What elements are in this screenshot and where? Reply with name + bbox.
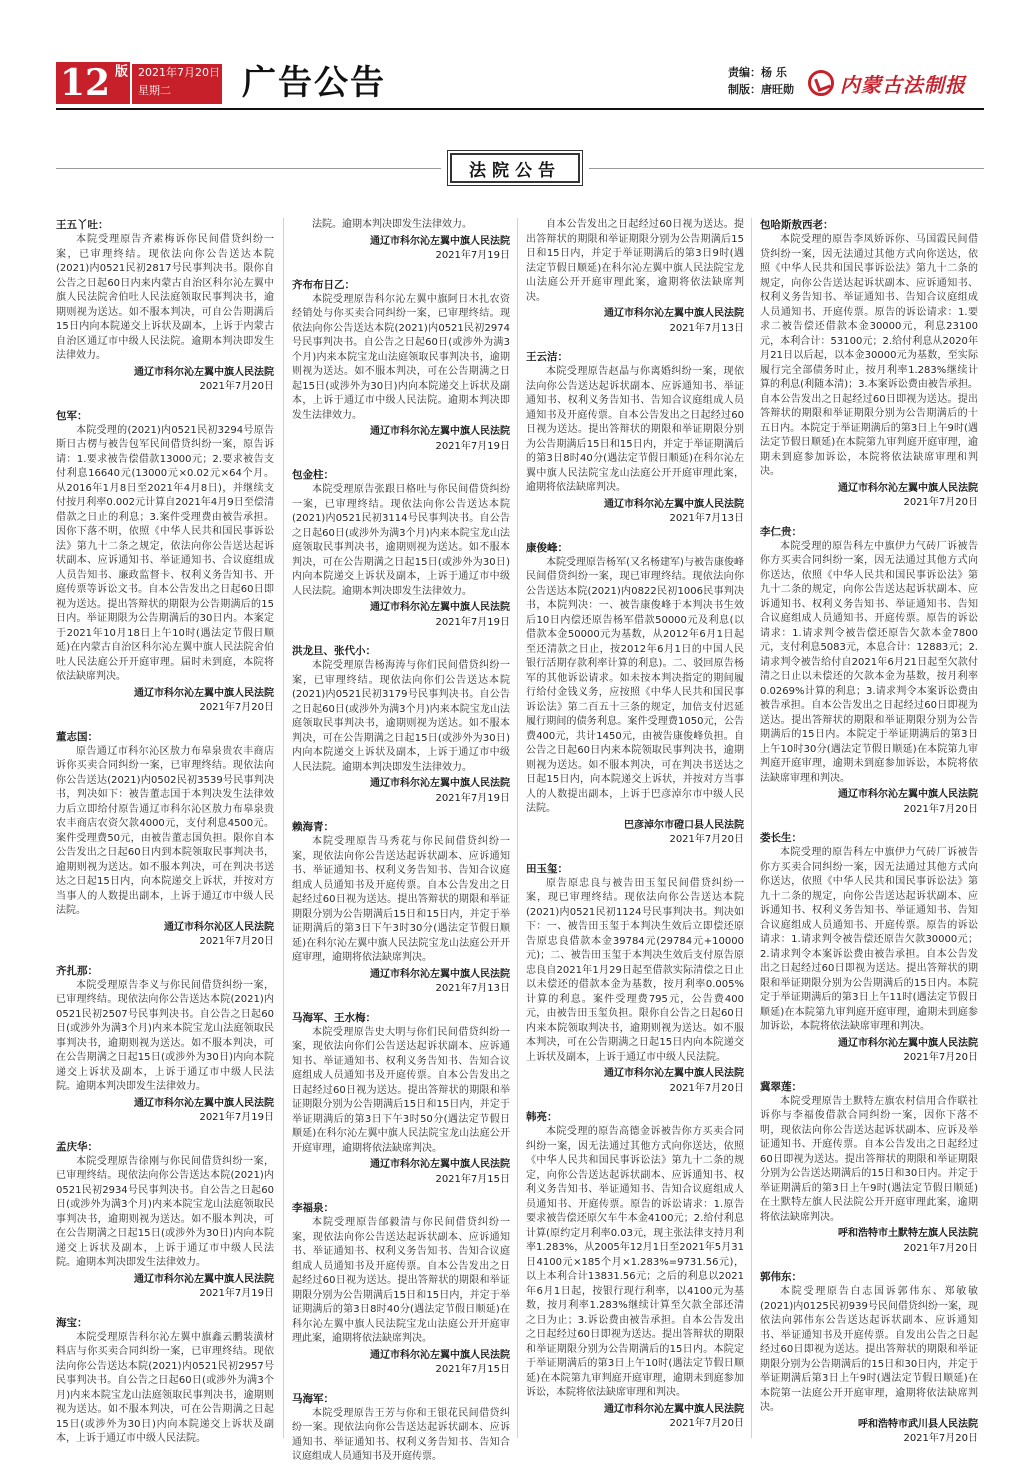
notice-date: 2021年7月20日 <box>199 702 274 713</box>
notice-date: 2021年7月20日 <box>903 803 978 815</box>
notice-body: 本院受理原告土默特左旗农村信用合作联社诉你与李福俊借款合同纠纷一案，因你下落不明，现依法向你公告送达起诉状副本、应诉及举证通知书、开庭传票。自本公告发出之日起经过60日即视为送达。提出答辩状的期限和举证期限分别为公告送达期满后的15日和30日内。并定于举证期满后的第3日上午9时(遇法定节假日顺延)在土默特左旗人民法院公开开庭审理此案，逾期将依法缺席判决。 <box>760 1095 978 1223</box>
notice-date: 2021年7月20日 <box>669 1082 744 1094</box>
notice-addressee: 包军： <box>56 409 88 422</box>
notice-body: 本院受理原告徐刚与你民间借贷纠纷一案，已审理终结。现依法向你公告送达本院(2021)内0521民初2934号民事判决书。自公告之日起60日(或涉外为满3个月)内来本院宝龙山法庭领取民事判决书，逾期则视为送达。如不服本判决，可在公告期满之日起15日(或涉外为30日)内向本院递交上诉状及副本，上诉于通辽市中级人民法院。逾期本判决即发生法律效力。 <box>56 1155 274 1268</box>
notice-body: 本院受理原告王芳与你和王银花民间借贷纠纷一案。现依法向你公告送达起诉状副本、应诉通知书、举证通知书、权利义务告知书、告知合议庭组成人员通知书及开庭传票。 <box>292 1407 510 1462</box>
notice-court: 通辽市科尔沁左翼中旗人民法院 <box>370 968 510 980</box>
notice-date: 2021年7月20日 <box>903 1242 978 1254</box>
notice-court: 通辽市科尔沁左翼中旗人民法院 <box>370 778 510 789</box>
notice-addressee: 王五丫吐： <box>56 219 109 231</box>
notice-court: 巴彦淖尔市磴口县人民法院 <box>624 819 744 831</box>
notice-date: 2021年7月13日 <box>435 983 510 994</box>
notice-date: 2021年7月20日 <box>669 834 744 845</box>
notice-date: 2021年7月15日 <box>435 1364 510 1375</box>
notice-body: 本院受理原告李义与你民间借贷纠纷一案，已审理终结。现依法向你公告送达本院(2021)内0521民初2507号民事判决书。自公告之日起60日(或涉外为满3个月)内来本院宝龙山法庭领取民事判决书，逾期则视为送达。如不服本判决，可在公告期满之日起15日(或涉外为30日)内向本院递交上诉状及副本，上诉于通辽市中级人民法院。逾期本判决即发生法律效力。 <box>56 979 274 1092</box>
notice-body: 本院受理原告杨海涛与你们民间借贷纠纷一案，已审理终结。现依法向你们公告送达本院(2021)内0521民初3179号民事判决书。自公告之日起60日(或涉外为满3个月)内来本院宝龙山法庭领取民事判决书，逾期则视为送达。如不服本判决，可在公告期满之日起15日(或涉外为30日)内向本院递交上诉状及副本，上诉于通辽市中级人民法院。逾期本判决即发生法律效力。 <box>292 660 510 773</box>
notice-body: 本院受理原告赵晶与你离婚纠纷一案，现依法向你公告送达起诉状副本、应诉通知书、举证通知书、权利义务告知书、告知合议庭组成人员通知书及开庭传票。自本公告发出之日起经过60日视为送达。提出答辩状的期限和举证期限分别为公告期满后15日和15日内，并定于举证期满后的第3日8时40分(遇法定节假日顺延)在科尔沁左翼中旗人民法院宝龙山法庭公开开庭审理此案，逾期将依法缺席判决。 <box>526 366 744 493</box>
notice-addressee: 齐扎那： <box>56 964 98 977</box>
notice-addressee: 李福泉： <box>292 1202 334 1214</box>
notice-addressee: 冀翠莲： <box>760 1080 802 1093</box>
court-notice <box>760 1080 978 1257</box>
notice-date: 2021年7月13日 <box>669 513 744 524</box>
court-notice <box>56 218 274 395</box>
court-notice <box>526 862 744 1097</box>
court-notice <box>292 644 510 806</box>
column-1 <box>56 218 274 1444</box>
notice-addressee: 田玉玺： <box>526 862 568 875</box>
notice-addressee: 赖海青： <box>292 821 334 833</box>
notice-body: 本院受理的原告李凤娇诉你、马国霞民间借贷纠纷一案，因无法通过其他方式向你送达，依照《中华人民共和国民事诉讼法》第九十二条的规定，向你公告送达起诉状副本、应诉通知书、权利义务告知书、举证通知书、告知合议庭组成人员通知书、开庭传票。原告的诉讼请求：1.要求二被告偿还借款本金30000元，利息23100元，本利合计：53100元；2.给付利息从2020年月21日以后起，以本金30000元为基数，至实际履行完全部债务时止，按月利率1.283%继续计算的利息(利随本清)；3.本案诉讼费由被告承担。自本公告发出之日起经过60日即视为送达。提出答辩状的期限和举证期限分别为公告期满后的十五日内。本院定于举证期满后的第3日上午9时(遇法定节假日顺延)在本院第九审判庭开庭审理，逾期未到庭参加诉讼，本院将依法缺席审理和判决。 <box>760 234 978 477</box>
court-notice <box>526 541 744 848</box>
notice-date: 2021年7月19日 <box>435 440 510 452</box>
column-4 <box>760 218 978 1444</box>
notice-addressee: 包金柱： <box>292 469 334 481</box>
masthead <box>56 60 984 106</box>
header-rule <box>56 108 984 110</box>
notice-court: 通辽市科尔沁左翼中旗人民法院 <box>604 498 744 510</box>
section-title: 广告公告 <box>242 63 386 103</box>
notice-date: 2021年7月19日 <box>199 1288 274 1299</box>
notice-body: 原告原忠良与被告田玉玺民间借贷纠纷一案，现已审理终结。现依法向你公告送达本院(2021)内0521民初1124号民事判决书。判决如下：一、被告田玉玺于本判决生效后立即偿还原告原忠良借款本金39784元(29784元+10000元)；二、被告田玉玺于本判决生效后支付原告原忠良自2021年1月29日起至借款实际清偿之日止以未偿还的借款本金为基数，按月利率0.005%计算的利息。案件受理费795元，公告费400元，由被告田玉玺负担。限你自公告之日起60日内来本院领取判决书，逾期则视为送达。如不服本判决，可在公告期满之日起15日内向本院递交上诉状及副本，上诉于通辽市中级人民法院。 <box>526 877 744 1063</box>
notice-court: 通辽市科尔沁左翼中旗人民法院 <box>838 789 978 800</box>
court-notice <box>292 278 510 455</box>
newspaper-logo <box>808 60 966 106</box>
notice-court: 通辽市科尔沁左翼中旗人民法院 <box>134 366 274 378</box>
notice-date: 2021年7月19日 <box>435 616 510 628</box>
notice-body: 本院受理的原告高德金诉被告你方买卖合同纠纷一案，因无法通过其他方式向你送达，依照《中华人民共和国民事诉讼法》第九十二条的规定，向你公告送达起诉状副本、应诉通知书、权利义务告知书、举证通知书、告知合议庭组成人员通知书、开庭传票。原告的诉讼请求：1.原告要求被告偿还原欠车牛本金4100元；2.给付利息计算(原约定月利率0.03元，现主张法律支持月利率1.283%，从2005年12月1日至2021年5月31日4100元×185个月×1.283%=9731.56元)，以上本利合计13831.56元；之后的利息以2021年6月1日起，按银行现行利率，以4100元为基数，按月利率1.283%继续计算至欠款全部还清之日为止；3.诉讼费由被告承担。自本公告发出之日起经过60日即视为送达。提出答辩状的期限和举证期限分别为公告期满后的15日内。本院定于举证期满后的第3日上午10时(遇法定节假日顺延)在本院第九审判庭开庭审理，逾期未到庭参加诉讼，本院将依法缺席审理和判决。 <box>526 1126 744 1398</box>
column-3 <box>526 218 744 1438</box>
court-notice <box>760 1270 978 1447</box>
notice-court: 通辽市科尔沁左翼中旗人民法院 <box>370 602 510 613</box>
notice-date: 2021年7月19日 <box>435 792 510 804</box>
notice-court: 通辽市科尔沁左翼中旗人民法院 <box>604 1403 744 1415</box>
court-notice <box>292 218 510 264</box>
notice-date: 2021年7月20日 <box>903 1433 978 1444</box>
notice-addressee: 海宝： <box>56 1316 88 1329</box>
court-notice <box>56 409 274 716</box>
court-notice <box>760 831 978 1066</box>
notice-addressee: 王云洁： <box>526 351 568 363</box>
notice-body: 法院。逾期本判决即发生法律效力。 <box>312 219 472 230</box>
court-notice <box>292 1392 510 1465</box>
notice-court: 通辽市科尔沁区人民法院 <box>164 921 274 933</box>
notice-body: 原告通辽市科尔沁区敖力布皋泉贵农丰商店诉你买卖合同纠纷一案，已审理终结。现依法向你公告送达(2021)内0502民初3539号民事判决书，判决如下：被告董志国于本判决发生法律效力后立即给付原告通辽市科尔沁区敖力布皋泉贵农丰商店农资欠款4000元，支付利息4500元。案件受理费50元，由被告董志国负担。限你自本公告发出之日起60日内到本院领取民事判决书，逾期则视为送达。如不服本判决，可在判决书送达之日起15日内，向本院递交上诉状，并按对方当事人的人数提出副本，上诉于通辽市中级人民法院。 <box>56 745 274 916</box>
editor-name: 责编：杨 乐 <box>728 66 787 79</box>
newspaper-emblem-icon <box>808 70 834 96</box>
notice-addressee: 李仁贵： <box>760 525 802 538</box>
court-notice <box>56 964 274 1126</box>
notice-body: 本院受理原告科尔沁左翼中旗鑫云鹏装潢材料店与你买卖合同纠纷一案，已审理终结。现依法向你公告送达本院(2021)内0521民初2957号民事判决书。自公告之日起60日(或涉外为满3个月)内来本院宝龙山法庭领取民事判决书，逾期则视为送达。如不服本判决，可在公告期满之日起15日(或涉外为30日)内向本院递交上诉状及副本，上诉于通辽市中级人民法院。 <box>56 1331 274 1444</box>
notice-date: 2021年7月20日 <box>903 1052 978 1063</box>
notice-addressee: 韩亮： <box>526 1111 558 1123</box>
court-notice-banner <box>447 150 583 186</box>
notice-body: 本院受理的原告科左中旗伊力气砖厂诉被告你方买卖合同纠纷一案，因无法通过其他方式向你送达，依照《中华人民共和国民事诉讼法》第九十二条的规定，向你公告送达起诉状副本、应诉通知书、权利义务告知书、举证通知书、告知合议庭组成人员通知书、开庭传票。原告的诉讼请求：1.请求判令被告偿还原告欠款本金7800元，支付利息5083元，本息合计：12883元；2.请求判令被告给付自2021年6月21日起至欠款付清之日止以未偿还的欠款本金为基数，按月利率0.0269%计算的利息；3.请求判令本案诉讼费由被告承担。自本公告发出之日起经过60日即视为送达。提出答辩状的期限和举证期限分别为公告期满后的15日内。本院定于举证期满后的第3日上午10时30分(遇法定节假日顺延)在本院第九审判庭开庭审理，逾期未到庭参加诉讼，本院将依法缺席审理和判决。 <box>760 540 978 784</box>
notice-date: 2021年7月19日 <box>435 250 510 261</box>
notice-body: 本院受理原告科尔沁左翼中旗阿日木扎农资经销处与你买卖合同纠纷一案，已审理终结。现依法向你公告送达本院(2021)内0521民初2974号民事判决书。自公告之日起60日(或涉外为满3个月)内来本院宝龙山法庭领取民事判决书，逾期则视为送达。如不服本判决，可在公告期满之日起15日(或涉外为30日)内向本院递交上诉状及副本，上诉于通辽市中级人民法院。逾期本判决即发生法律效力。 <box>292 293 510 421</box>
column-divider <box>517 218 518 1438</box>
court-notice <box>292 1201 510 1378</box>
banner-title: 法院公告 <box>450 153 580 183</box>
notice-court: 通辽市科尔沁左翼中旗人民法院 <box>134 1097 274 1109</box>
column-divider <box>283 218 284 1438</box>
notice-addressee: 马海军、王水梅： <box>292 1011 376 1024</box>
court-notice <box>760 218 978 511</box>
notice-court: 通辽市科尔沁左翼中旗人民法院 <box>604 1068 744 1079</box>
banner-divider-right <box>589 168 984 169</box>
notice-court: 通辽市科尔沁左翼中旗人民法院 <box>370 235 510 247</box>
notice-addressee: 包哈斯敖西老： <box>760 219 834 231</box>
page-number-badge <box>56 62 130 104</box>
notice-addressee: 齐布布日乙： <box>292 278 355 291</box>
date-block <box>132 64 222 104</box>
column-divider <box>751 218 752 1438</box>
court-notice <box>292 468 510 630</box>
page-suffix: 版 <box>112 64 127 77</box>
court-notice <box>526 350 744 527</box>
notice-court: 通辽市科尔沁左翼中旗人民法院 <box>370 1349 510 1361</box>
notice-court: 通辽市科尔沁左翼中旗人民法院 <box>838 1037 978 1049</box>
court-notice <box>56 1140 274 1302</box>
court-notice <box>56 730 274 950</box>
column-2 <box>292 218 510 1462</box>
newspaper-name: 内蒙古法制报 <box>840 72 966 97</box>
notice-addressee: 康俊峰： <box>526 541 568 554</box>
notice-date: 2021年7月20日 <box>903 497 978 508</box>
page-number: 12 <box>60 62 111 104</box>
notice-addressee: 郭伟东： <box>760 1271 802 1283</box>
court-notice <box>760 525 978 818</box>
notice-addressee: 娄长生： <box>760 832 802 844</box>
notice-addressee: 洪龙旦、张代小： <box>292 645 376 657</box>
notice-court: 通辽市科尔沁左翼中旗人民法院 <box>370 426 510 437</box>
court-notice <box>56 1316 274 1447</box>
notice-court: 通辽市科尔沁左翼中旗人民法院 <box>604 308 744 319</box>
court-notice <box>526 1110 744 1432</box>
notice-date: 2021年7月20日 <box>669 1418 744 1429</box>
notice-body: 自本公告发出之日起经过60日视为送达。提出答辩状的期限和举证期限分别为公告期满后15日和15日内，并定于举证期满后的第3日9时(遇法定节假日顺延)在科尔沁左翼中旗人民法院宝龙山法庭公开开庭审理此案，逾期将依法缺席判决。 <box>526 219 744 303</box>
notice-date: 2021年7月15日 <box>435 1173 510 1185</box>
notice-columns <box>56 218 984 1462</box>
notice-body: 本院受理的(2021)内0521民初3294号原告斯日古楞与被告包军民间借贷纠纷一案，原告诉请：1.要求被告偿借款13000元；2.要求被告支付利息16640元(13000元×0.02元×64个月。从2016年1月8日至2021年4月8日)，并继续支付按月利率0.002元计算自2021年4月9日至偿清借款之日止的利息；3.案件受理费由被告承担。因你下落不明，依照《中华人民共和国民事诉讼法》第九十二条之规定，依法向你公告送达起诉状副本、应诉通知书、举证通知书、合议庭组成人员告知书、廉政监督卡、权利义务告知书、开庭传票等诉讼文书。自本公告发出之日起60日即视为送达。提出答辩状的期限为公告期满后的15日内。举证期限为公告期满后的30日内。本案定于2021年10月18日上午10时(遇法定节假日顺延)在内蒙古自治区科尔沁左翼中旗人民法院舍伯吐人民法庭公开开庭审理。届时未到庭，本院将依法缺席判决。 <box>56 424 274 682</box>
notice-body: 本院受理原告邰毅清与你民间借贷纠纷一案，现依法向你公告送达起诉状副本、应诉通知书、举证通知书、权利义务告知书、告知合议庭组成人员通知书及开庭传票。自本公告发出之日起经过60日视为送达。提出答辩状的期限和举证期限分别为公告期满后15日和15日内，并定于举证期满后的第3日8时40分(遇法定节假日顺延)在科尔沁左翼中旗人民法院宝龙山法庭公开开庭审理此案，逾期将依法缺席判决。 <box>292 1217 510 1344</box>
notice-body: 本院受理的原告科左中旗伊力气砖厂诉被告你方买卖合同纠纷一案，因无法通过其他方式向你送达，依照《中华人民共和国民事诉讼法》第九十二条的规定，向你公告送达起诉状副本、应诉通知书、权利义务告知书、举证通知书、告知合议庭组成人员通知书、开庭传票。原告的诉讼请求：1.请求判令被告偿还原告欠款30000元；2.请求判令本案诉讼费由被告承担。自本公告发出之日起经过60日即视为送达。提出答辩状的期限和举证期限分别为公告期满后的15日内。本院定于举证期满后的第3日上午11时(遇法定节假日顺延)在本院第九审判庭开庭审理，逾期未到庭参加诉讼，本院将依法缺席审理和判决。 <box>760 847 978 1032</box>
court-notice <box>292 1011 510 1188</box>
notice-court: 通辽市科尔沁左翼中旗人民法院 <box>838 482 978 494</box>
court-notice <box>292 820 510 997</box>
notice-addressee: 孟庆华： <box>56 1140 98 1153</box>
notice-addressee: 马海军： <box>292 1392 334 1405</box>
notice-court: 通辽市科尔沁左翼中旗人民法院 <box>370 1159 510 1170</box>
notice-body: 本院受理原告杨军(又名杨建军)与被告康俊峰民间借贷纠纷一案，现已审理终结。现依法向你公告送达本院(2021)内0822民初1006民事判决书，本院判决：一、被告康俊峰于本判决书生效后10日内偿还原告杨军借款50000元及利息(以借款本金50000元为基数，从2012年6月1日起至还清款之日止，按2012年6月1日的中国人民银行活期存款利率计算的利息)。二、驳回原告杨军的其他诉讼请求。如未按本判决指定的期间履行给付金钱义务，应按照《中华人民共和国民事诉讼法》第二百五十三条的规定，加倍支付迟延履行期间的债务利息。案件受理费1050元，公告费400元，共计1450元，由被告康俊峰负担。自公告之日起60日内来本院领取民事判决书，逾期则视为送达。如不服本判决，可在判决书送达之日起15日内，向本院递交上诉状，并按对方当事人的人数提出副本，上诉于巴彦淖尔市中级人民法院。 <box>526 556 744 814</box>
notice-addressee: 董志国： <box>56 730 98 743</box>
notice-court: 通辽市科尔沁左翼中旗人民法院 <box>134 1273 274 1285</box>
notice-body: 本院受理原告马秀花与你民间借贷纠纷一案，现依法向你公告送达起诉状副本、应诉通知书、举证通知书、权利义务告知书、告知合议庭组成人员通知书及开庭传票。自本公告发出之日起经过60日视为送达。提出答辩状的期限和举证期限分别为公告期满后15日和15日内，并定于举证期满后的第3日下午3时30分(遇法定节假日顺延)在科尔沁左翼中旗人民法院宝龙山法庭公开开庭审理，逾期将依法缺席判决。 <box>292 836 510 963</box>
notice-body: 本院受理原告白志国诉郭伟东、郑敏敏(2021)内0125民初939号民间借贷纠纷一案，现依法向郭伟东公告送达起诉状副本、应诉通知书、举证通知书及开庭传票。自发出公告之日起经过60日即视为送达。提出答辩状的期限和举证期限分别为公告期满后的15日和30日内，并定于举证期满后第3日上午9时(遇法定节假日顺延)在本院第一法庭公开开庭审理，逾期将依法缺席判决。 <box>760 1286 978 1413</box>
issue-weekday: 星期二 <box>138 84 171 97</box>
notice-body: 本院受理原告张跟日格吐与你民间借贷纠纷一案，已审理终结。现依法向你公告送达本院(2021)内0521民初3114号民事判决书。自公告之日起60日(或涉外为满3个月)内来本院宝龙山法庭领取民事判决书，逾期则视为送达。如不服本判决，可在公告期满之日起15日(或涉外为30日)内向本院递交上诉状及副本，上诉于通辽市中级人民法院。逾期本判决即发生法律效力。 <box>292 484 510 597</box>
notice-body: 本院受理原告齐素梅诉你民间借贷纠纷一案，已审理终结。现依法向你公告送达本院(2021)内0521民初2817号民事判决书。限你自公告之日起60日内来内蒙古自治区科尔沁左翼中旗人民法院舍伯吐人民法庭领取民事判决书，逾期则视为送达。如不服本判决，可自公告期满后15日内向本院递交上诉状及副本，上诉于内蒙古自治区通辽市中级人民法院。逾期本判决即发生法律效力。 <box>56 234 274 361</box>
notice-date: 2021年7月19日 <box>199 1112 274 1123</box>
banner-divider-left <box>56 168 441 169</box>
editor-credits <box>728 64 794 98</box>
notice-date: 2021年7月20日 <box>199 936 274 947</box>
notice-date: 2021年7月13日 <box>669 322 744 334</box>
issue-date: 2021年7月20日 <box>138 66 220 79</box>
court-notice <box>526 218 744 336</box>
producer-name: 制版：唐旺勋 <box>728 83 794 96</box>
notice-body: 本院受理原告史大明与你们民间借贷纠纷一案，现依法向你们公告送达起诉状副本、应诉通知书、举证通知书、权利义务告知书、告知合议庭组成人员通知书及开庭传票。自本公告发出之日起经过60日视为送达。提出答辩状的期限和举证期限分别为公告期满后15日和15日内，并定于举证期满后的第3日下午3时50分(遇法定节假日顺延)在科尔沁左翼中旗人民法院宝龙山法庭公开开庭审理，逾期将依法缺席判决。 <box>292 1026 510 1154</box>
notice-court: 通辽市科尔沁左翼中旗人民法院 <box>134 687 274 699</box>
notice-court: 呼和浩特市土默特左旗人民法院 <box>838 1228 978 1239</box>
notice-date: 2021年7月20日 <box>199 381 274 392</box>
notice-court: 呼和浩特市武川县人民法院 <box>858 1418 978 1430</box>
